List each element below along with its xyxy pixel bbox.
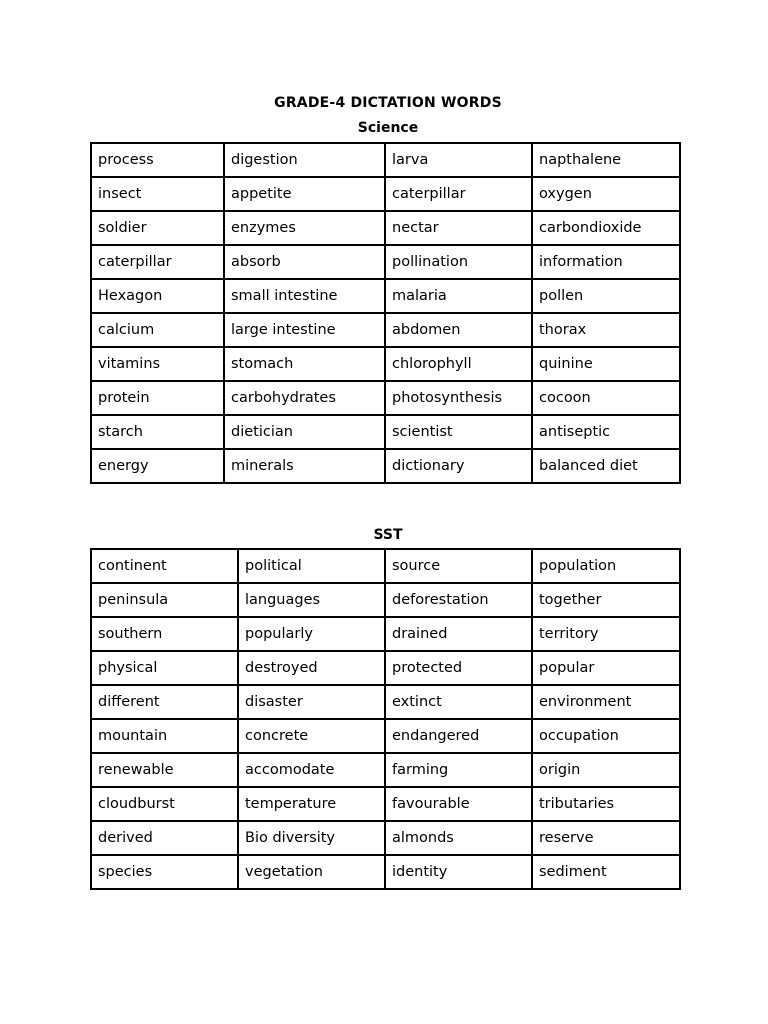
sst-table-row [91,685,680,719]
sst-word-cell: renewable [91,753,238,787]
science-table-row [91,313,680,347]
science-word-cell: caterpillar [91,245,224,279]
science-table-row [91,279,680,313]
science-word-cell: chlorophyll [385,347,532,381]
sst-word-cell: physical [91,651,238,685]
sst-table-row [91,583,680,617]
science-word-cell: abdomen [385,313,532,347]
science-word-cell: pollination [385,245,532,279]
sst-word-cell: together [532,583,680,617]
science-heading: Science [357,120,419,136]
sst-word-cell: species [91,855,238,889]
science-word-cell: calcium [91,313,224,347]
sst-word-cell: endangered [385,719,532,753]
science-word-cell: thorax [532,313,680,347]
sst-word-cell: extinct [385,685,532,719]
sst-word-cell: favourable [385,787,532,821]
science-word-cell: pollen [532,279,680,313]
science-word-cell: scientist [385,415,532,449]
sst-word-cell: temperature [238,787,385,821]
science-word-cell: quinine [532,347,680,381]
sst-word-cell: mountain [91,719,238,753]
science-word-cell: appetite [224,177,385,211]
sst-word-cell: peninsula [91,583,238,617]
sst-word-cell: population [532,549,680,583]
sst-table-row [91,855,680,889]
science-table-row [91,347,680,381]
science-table-row [91,415,680,449]
sst-word-cell: continent [91,549,238,583]
sst-word-cell: farming [385,753,532,787]
sst-word-cell: political [238,549,385,583]
science-word-cell: starch [91,415,224,449]
sst-table-row [91,787,680,821]
science-word-cell: energy [91,449,224,483]
page-title: GRADE-4 DICTATION WORDS [274,95,502,111]
science-word-cell: oxygen [532,177,680,211]
sst-word-cell: popular [532,651,680,685]
sst-word-cell: tributaries [532,787,680,821]
sst-table-row [91,821,680,855]
sst-word-cell: almonds [385,821,532,855]
science-word-cell: process [91,143,224,177]
sst-word-cell: deforestation [385,583,532,617]
science-word-cell: enzymes [224,211,385,245]
science-word-cell: soldier [91,211,224,245]
science-word-cell: information [532,245,680,279]
sst-table-row [91,617,680,651]
science-word-cell: malaria [385,279,532,313]
science-table-row [91,211,680,245]
sst-word-cell: disaster [238,685,385,719]
science-word-cell: carbondioxide [532,211,680,245]
sst-word-cell: environment [532,685,680,719]
science-word-cell: insect [91,177,224,211]
sst-table-row [91,719,680,753]
science-word-cell: larva [385,143,532,177]
science-table-row [91,449,680,483]
science-word-cell: vitamins [91,347,224,381]
sst-word-cell: different [91,685,238,719]
sst-word-cell: occupation [532,719,680,753]
science-word-cell: nectar [385,211,532,245]
sst-word-cell: popularly [238,617,385,651]
sst-word-cell: source [385,549,532,583]
sst-table-row [91,753,680,787]
science-word-cell: cocoon [532,381,680,415]
science-word-cell: dietician [224,415,385,449]
sst-word-cell: protected [385,651,532,685]
science-word-cell: protein [91,381,224,415]
sst-word-cell: origin [532,753,680,787]
science-word-cell: large intestine [224,313,385,347]
science-table-row [91,177,680,211]
science-table-row [91,381,680,415]
science-word-cell: carbohydrates [224,381,385,415]
sst-word-cell: identity [385,855,532,889]
science-table-row [91,143,680,177]
sst-word-cell: territory [532,617,680,651]
science-word-cell: digestion [224,143,385,177]
sst-word-cell: Bio diversity [238,821,385,855]
sst-word-cell: destroyed [238,651,385,685]
science-word-cell: minerals [224,449,385,483]
sst-word-cell: drained [385,617,532,651]
sst-heading: SST [373,527,403,543]
science-table-row [91,245,680,279]
sst-word-table [90,548,681,890]
sst-word-cell: concrete [238,719,385,753]
science-word-cell: caterpillar [385,177,532,211]
science-word-cell: antiseptic [532,415,680,449]
science-word-table [90,142,681,484]
sst-table-row [91,651,680,685]
sst-word-cell: vegetation [238,855,385,889]
sst-word-cell: sediment [532,855,680,889]
science-word-cell: Hexagon [91,279,224,313]
science-word-cell: stomach [224,347,385,381]
sst-word-cell: southern [91,617,238,651]
science-word-cell: absorb [224,245,385,279]
science-word-cell: photosynthesis [385,381,532,415]
sst-word-cell: accomodate [238,753,385,787]
science-word-cell: balanced diet [532,449,680,483]
science-word-cell: dictionary [385,449,532,483]
science-word-cell: napthalene [532,143,680,177]
sst-table-row [91,549,680,583]
sst-word-cell: reserve [532,821,680,855]
sst-word-cell: cloudburst [91,787,238,821]
science-word-cell: small intestine [224,279,385,313]
sst-word-cell: derived [91,821,238,855]
sst-word-cell: languages [238,583,385,617]
